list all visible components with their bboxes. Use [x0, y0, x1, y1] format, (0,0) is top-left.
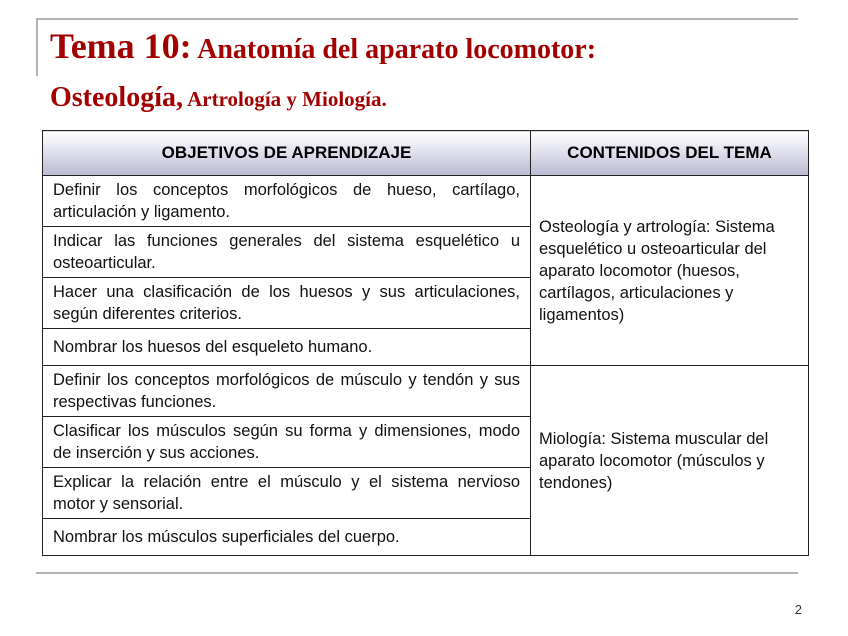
- header-contents: CONTENIDOS DEL TEMA: [531, 131, 809, 176]
- content-cell-myology: Miología: Sistema muscular del aparato locomotor (músculos y tendones): [531, 366, 809, 556]
- slide-subtitle: [50, 84, 387, 112]
- objective-cell: Explicar la relación entre el músculo y el sistema nervioso motor y sensorial.: [43, 468, 531, 519]
- objective-cell: Hacer una clasificación de los huesos y sus articulaciones, según diferentes criterios.: [43, 278, 531, 329]
- table-row: [43, 176, 809, 227]
- page-number: 2: [794, 602, 802, 617]
- objective-cell: Definir los conceptos morfológicos de hueso, cartílago, articulación y ligamento.: [43, 176, 531, 227]
- header-objectives: OBJETIVOS DE APRENDIZAJE: [43, 131, 531, 176]
- objective-cell: Indicar las funciones generales del sistema esquelético u osteoarticular.: [43, 227, 531, 278]
- top-divider: [36, 18, 798, 20]
- subtitle-small: Artrología y Miología.: [183, 87, 387, 111]
- table-header-row: [43, 131, 809, 176]
- title-prefix: Tema 10:: [50, 26, 192, 66]
- table-row: [43, 366, 809, 417]
- title-main: Anatomía del aparato locomotor:: [191, 34, 597, 65]
- bottom-divider: [36, 572, 798, 574]
- slide-title: [50, 28, 596, 64]
- objective-cell: Nombrar los huesos del esqueleto humano.: [43, 329, 531, 366]
- objectives-table: [42, 130, 809, 556]
- subtitle-big: Osteología,: [50, 82, 183, 113]
- objective-cell: Definir los conceptos morfológicos de músculo y tendón y sus respectivas funciones.: [43, 366, 531, 417]
- objective-cell: Nombrar los músculos superficiales del cuerpo.: [43, 519, 531, 556]
- content-cell-osteology: Osteología y artrología: Sistema esquelético u osteoarticular del aparato locomotor (huesos, cartílagos, articulaciones y ligamentos): [531, 176, 809, 366]
- left-accent-line: [36, 18, 38, 76]
- objective-cell: Clasificar los músculos según su forma y dimensiones, modo de inserción y sus acciones.: [43, 417, 531, 468]
